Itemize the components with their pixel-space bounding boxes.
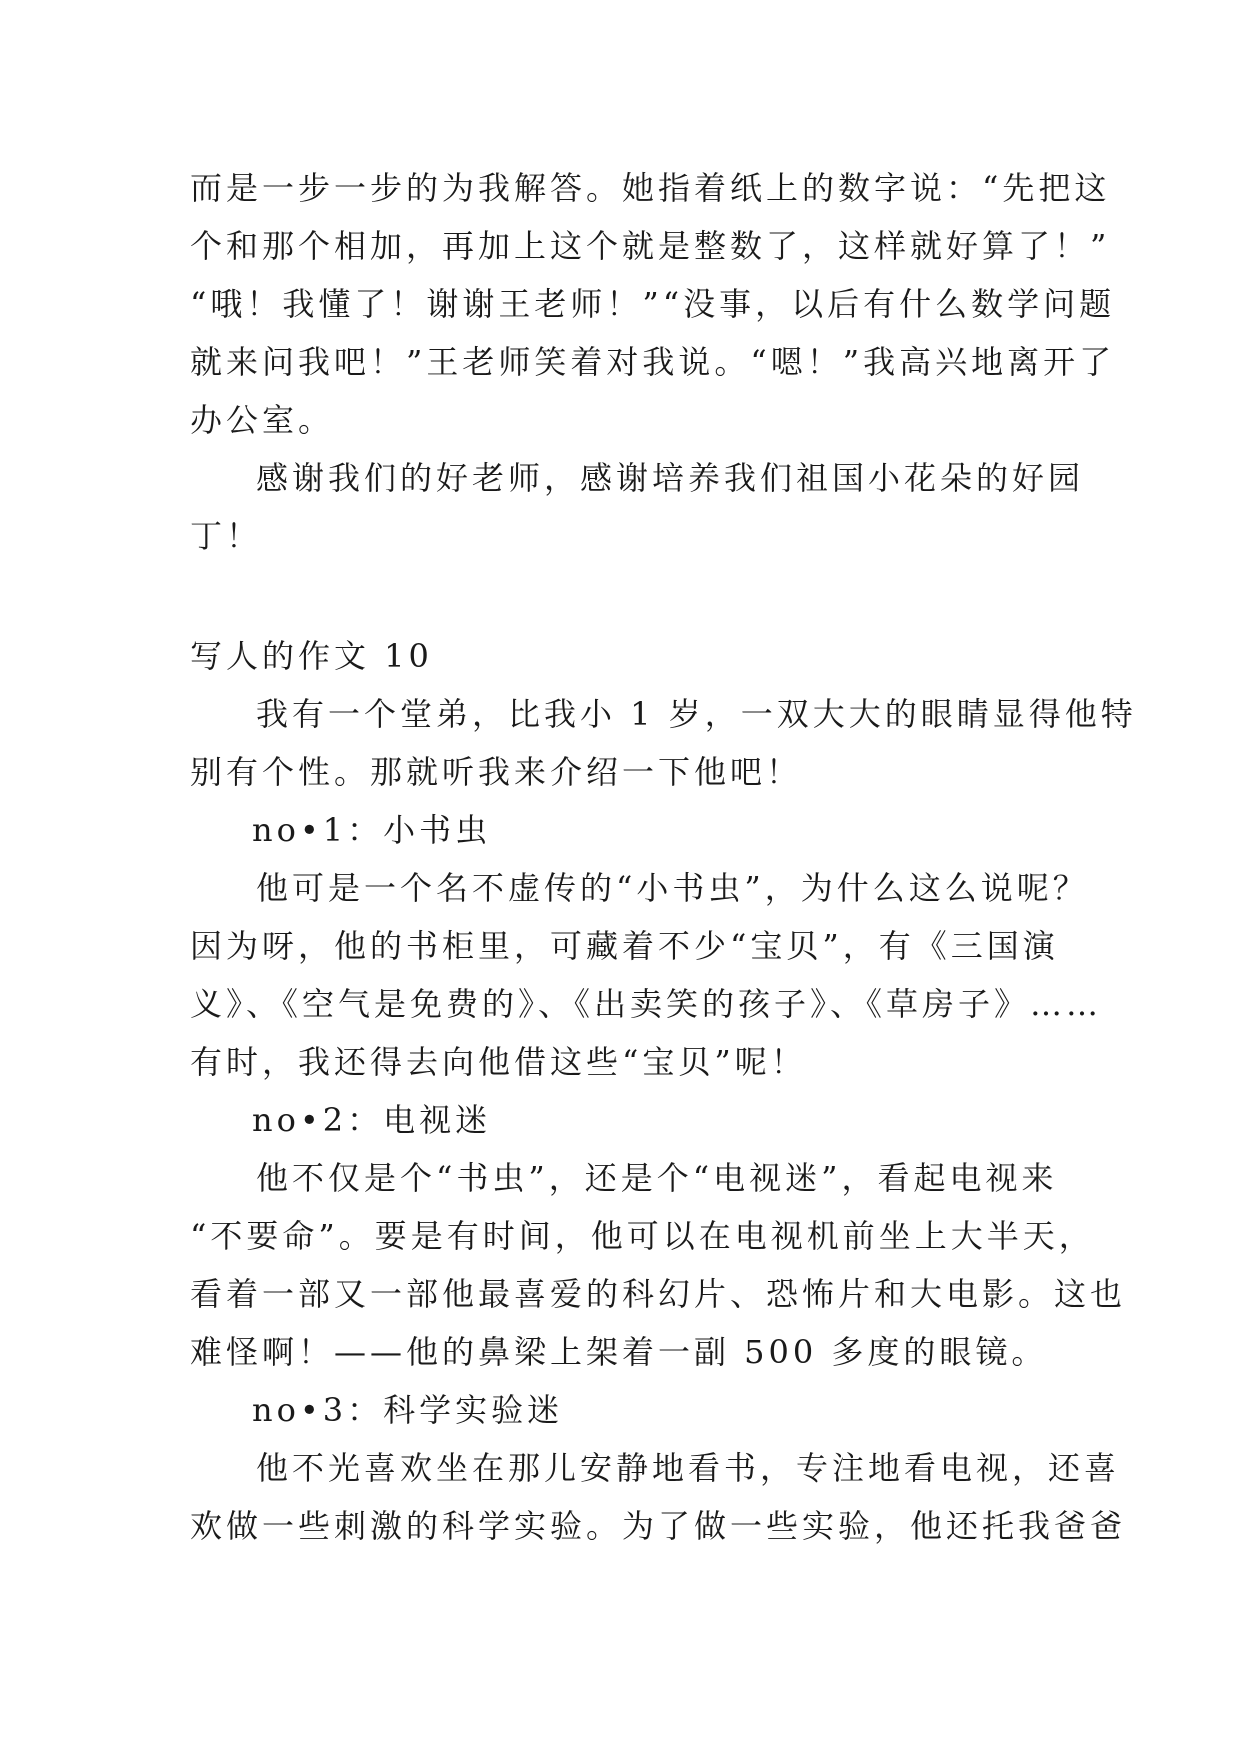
paragraph-line: 他不光喜欢坐在那儿安静地看书，专注地看电视，还喜 xyxy=(256,1449,1121,1487)
paragraph-line: “哦！我懂了！谢谢王老师！”“没事，以后有什么数学问题 xyxy=(190,285,1116,323)
paragraph-line: 他不仅是个“书虫”，还是个“电视迷”，看起电视来 xyxy=(256,1159,1058,1197)
paragraph-line: 感谢我们的好老师，感谢培养我们祖国小花朵的好园 xyxy=(256,459,1085,497)
paragraph-line: 别有个性。那就听我来介绍一下他吧！ xyxy=(190,753,803,791)
paragraph-line: “不要命”。要是有时间，他可以在电视机前坐上大半天， xyxy=(190,1217,1095,1255)
paragraph-line: 难怪啊！——他的鼻梁上架着一副 500 多度的眼镜。 xyxy=(190,1333,1048,1371)
paragraph-line: 他可是一个名不虚传的“小书虫”，为什么这么说呢？ xyxy=(256,869,1089,907)
paragraph-line: 丁！ xyxy=(190,517,263,555)
paragraph-line: 看着一部又一部他最喜爱的科幻片、恐怖片和大电影。这也 xyxy=(190,1275,1127,1313)
paragraph-line: 欢做一些刺激的科学实验。为了做一些实验，他还托我爸爸 xyxy=(190,1507,1127,1545)
paragraph-line: 就来问我吧！”王老师笑着对我说。“嗯！”我高兴地离开了 xyxy=(190,343,1116,381)
paragraph-line: 有时，我还得去向他借这些“宝贝”呢！ xyxy=(190,1043,807,1081)
paragraph-line: 而是一步一步的为我解答。她指着纸上的数字说：“先把这 xyxy=(190,169,1111,207)
paragraph-line: 办公室。 xyxy=(190,401,335,439)
subheading-line: no•1：小书虫 xyxy=(252,811,492,849)
paragraph-line: 义》、《空气是免费的》、《出卖笑的孩子》、《草房子》…… xyxy=(190,985,1103,1023)
paragraph-line: 因为呀，他的书柜里，可藏着不少“宝贝”，有《三国演 xyxy=(190,927,1059,965)
paragraph-line: 个和那个相加，再加上这个就是整数了，这样就好算了！” xyxy=(190,227,1111,265)
paragraph-line: 我有一个堂弟，比我小 1 岁，一双大大的眼睛显得他特 xyxy=(256,695,1137,733)
section-heading: 写人的作文 10 xyxy=(190,637,433,675)
subheading-line: no•2：电视迷 xyxy=(252,1101,492,1139)
subheading-line: no•3：科学实验迷 xyxy=(252,1391,564,1429)
